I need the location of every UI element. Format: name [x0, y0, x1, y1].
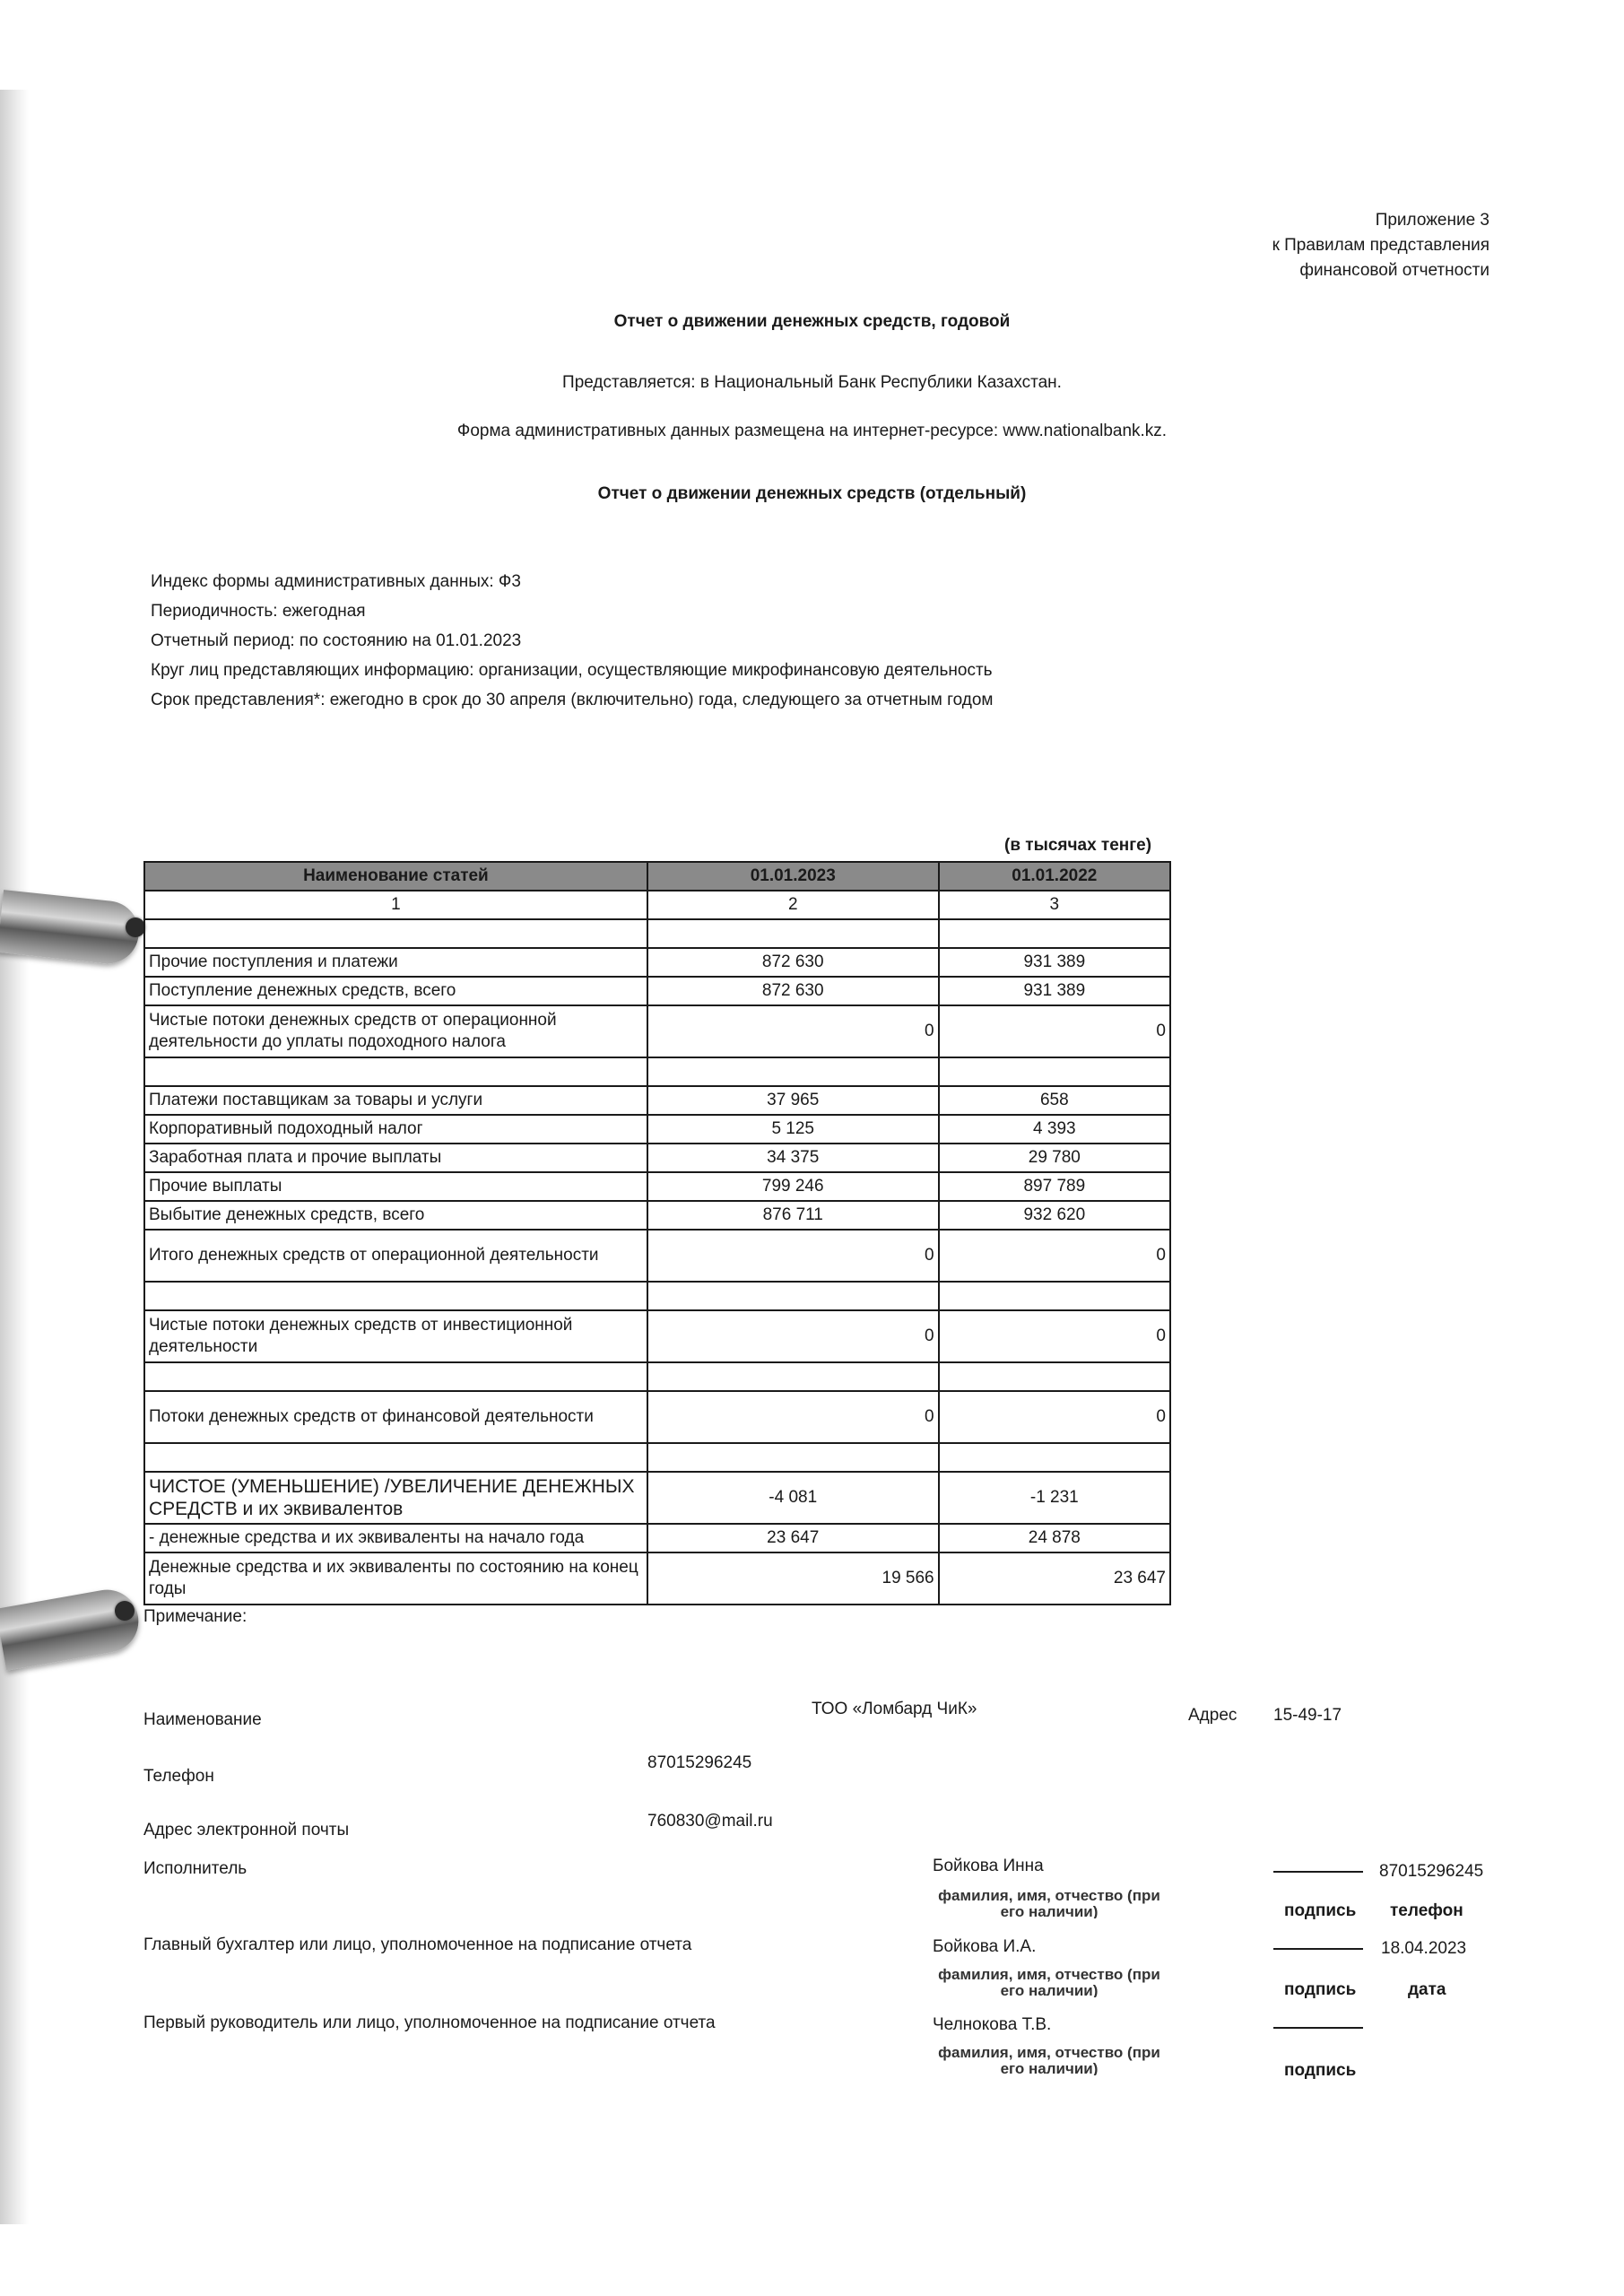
table-row	[144, 1172, 1170, 1201]
table-row	[144, 1524, 1170, 1552]
spacer-row	[144, 1443, 1170, 1472]
row-label: Заработная плата и прочие выплаты	[144, 1144, 647, 1172]
index-cell: 3	[939, 891, 1170, 919]
table-row	[144, 1310, 1170, 1362]
appendix-line-3: финансовой отчетности	[1299, 261, 1489, 280]
row-value-2022: 29 780	[939, 1144, 1170, 1172]
row-value-2023: 34 375	[647, 1144, 939, 1172]
row-value-2022: 0	[939, 1005, 1170, 1057]
address-label: Адрес	[1188, 1706, 1238, 1725]
row-value-2022: 0	[939, 1310, 1170, 1362]
row-value-2023: 0	[647, 1391, 939, 1443]
page-binder-shadow	[0, 90, 29, 2224]
row-value-2022: 931 389	[939, 977, 1170, 1005]
email-label: Адрес электронной почты	[143, 1821, 350, 1839]
table-row	[144, 1086, 1170, 1115]
row-value-2022: 932 620	[939, 1201, 1170, 1230]
appendix-line-1: Приложение 3	[1375, 211, 1489, 230]
spacer-row	[144, 1282, 1170, 1310]
date-value: 18.04.2023	[1381, 1939, 1467, 1958]
row-value-2023: 876 711	[647, 1201, 939, 1230]
head-label: Первый руководитель или лицо, уполномоченное на подписание отчета	[143, 2013, 716, 2032]
note-label: Примечание:	[143, 1607, 248, 1626]
phone-value: 87015296245	[647, 1753, 752, 1772]
row-label: - денежные средства и их эквиваленты на начало года	[144, 1524, 647, 1552]
report-subtitle: Отчет о движении денежных средств (отдельный)	[597, 484, 1027, 503]
row-value-2023: 5 125	[647, 1115, 939, 1144]
spacer-row	[144, 1362, 1170, 1391]
row-value-2023: 0	[647, 1310, 939, 1362]
table-row	[144, 1201, 1170, 1230]
row-value-2022: 931 389	[939, 948, 1170, 977]
table-row	[144, 1144, 1170, 1172]
email-value: 760830@mail.ru	[647, 1812, 773, 1831]
phone-label: Телефон	[143, 1767, 214, 1786]
fio-caption: фамилия, имя, отчество (при его наличии)	[938, 1888, 1160, 1918]
table-row	[144, 1552, 1170, 1605]
signature-line	[1273, 1871, 1363, 1873]
row-value-2022: 658	[939, 1086, 1170, 1115]
binder-hole-bottom	[115, 1601, 135, 1621]
row-value-2023: 0	[647, 1230, 939, 1282]
row-label: Поступление денежных средств, всего	[144, 977, 647, 1005]
header-items: Наименование статей	[144, 862, 647, 891]
signature-caption: подпись	[1284, 2061, 1357, 2080]
index-cell: 1	[144, 891, 647, 919]
spacer-row	[144, 1057, 1170, 1086]
meta-period: Отчетный период: по состоянию на 01.01.2023	[151, 631, 522, 650]
executor-name: Бойкова Инна	[933, 1857, 1044, 1875]
row-label: Платежи поставщикам за товары и услуги	[144, 1086, 647, 1115]
row-value-2023: 872 630	[647, 948, 939, 977]
report-meta	[151, 567, 993, 715]
fio-caption: фамилия, имя, отчество (при его наличии)	[938, 1967, 1160, 1997]
head-name: Челнокова Т.В.	[933, 2015, 1052, 2034]
row-value-2022: 0	[939, 1230, 1170, 1282]
form-location: Форма административных данных размещена на интернет-ресурсе: www.nationalbank.kz.	[456, 422, 1168, 440]
table-row	[144, 1472, 1170, 1524]
row-label: Итого денежных средств от операционной деятельности	[144, 1230, 647, 1282]
row-label: Корпоративный подоходный налог	[144, 1115, 647, 1144]
phone-caption: телефон	[1390, 1901, 1463, 1920]
row-label: Чистые потоки денежных средств от инвестиционной деятельности	[144, 1310, 647, 1362]
spacer-row	[144, 919, 1170, 948]
table-row	[144, 1005, 1170, 1057]
row-label: Выбытие денежных средств, всего	[144, 1201, 647, 1230]
accountant-label: Главный бухгалтер или лицо, уполномоченное на подписание отчета	[143, 1935, 692, 1954]
meta-deadline: Срок представления*: ежегодно в срок до 30 апреля (включительно) года, следующего за отчетным годом	[151, 691, 994, 709]
signature-caption: подпись	[1284, 1901, 1357, 1920]
row-value-2023: 23 647	[647, 1524, 939, 1552]
signature-caption: подпись	[1284, 1980, 1357, 1999]
row-label: ЧИСТОЕ (УМЕНЬШЕНИЕ) /УВЕЛИЧЕНИЕ ДЕНЕЖНЫХ СРЕДСТВ и их эквивалентов	[144, 1472, 647, 1524]
table-row	[144, 977, 1170, 1005]
executor-label: Исполнитель	[143, 1859, 248, 1878]
meta-index: Индекс формы административных данных: Ф3	[151, 572, 521, 591]
table-row	[144, 1391, 1170, 1443]
report-title: Отчет о движении денежных средств, годовой	[613, 312, 1011, 331]
date-caption: дата	[1408, 1980, 1446, 1999]
table-row	[144, 948, 1170, 977]
row-label: Чистые потоки денежных средств от операционной деятельности до уплаты подоходного налога	[144, 1005, 647, 1057]
table-header-row	[144, 862, 1170, 891]
row-label: Прочие поступления и платежи	[144, 948, 647, 977]
table-row	[144, 1230, 1170, 1282]
row-value-2022: 23 647	[939, 1552, 1170, 1605]
index-cell: 2	[647, 891, 939, 919]
meta-circle: Круг лиц представляющих информацию: организации, осуществляющие микрофинансовую деятельность	[151, 661, 993, 680]
row-value-2023: -4 081	[647, 1472, 939, 1524]
name-value: ТОО «Ломбард ЧиК»	[812, 1700, 977, 1718]
signature-line	[1273, 1948, 1363, 1950]
row-value-2023: 799 246	[647, 1172, 939, 1201]
fio-caption: фамилия, имя, отчество (при его наличии)	[938, 2045, 1160, 2075]
row-value-2023: 37 965	[647, 1086, 939, 1115]
accountant-name: Бойкова И.А.	[933, 1937, 1037, 1956]
row-value-2022: 4 393	[939, 1115, 1170, 1144]
submitted-to: Представляется: в Национальный Банк Республики Казахстан.	[562, 373, 1062, 392]
header-2022: 01.01.2022	[939, 862, 1170, 891]
row-value-2022: -1 231	[939, 1472, 1170, 1524]
name-label: Наименование	[143, 1710, 262, 1729]
row-value-2022: 0	[939, 1391, 1170, 1443]
row-label: Потоки денежных средств от финансовой деятельности	[144, 1391, 647, 1443]
meta-periodicity: Периодичность: ежегодная	[151, 602, 366, 621]
table-row	[144, 1115, 1170, 1144]
signature-line	[1273, 2027, 1363, 2029]
row-value-2023: 19 566	[647, 1552, 939, 1605]
address-value: 15-49-17	[1273, 1706, 1342, 1725]
row-label: Денежные средства и их эквиваленты по состоянию на конец годы	[144, 1552, 647, 1605]
row-value-2023: 0	[647, 1005, 939, 1057]
executor-phone: 87015296245	[1379, 1862, 1484, 1881]
appendix-line-2: к Правилам представления	[1272, 236, 1489, 255]
binder-hole-top	[126, 918, 145, 937]
row-value-2022: 24 878	[939, 1524, 1170, 1552]
row-value-2022: 897 789	[939, 1172, 1170, 1201]
appendix-note	[1272, 208, 1489, 283]
header-2023: 01.01.2023	[647, 862, 939, 891]
index-row	[144, 891, 1170, 919]
cash-flow-table	[143, 861, 1171, 1605]
row-label: Прочие выплаты	[144, 1172, 647, 1201]
row-value-2023: 872 630	[647, 977, 939, 1005]
units-note: (в тысячах тенге)	[1004, 836, 1152, 855]
